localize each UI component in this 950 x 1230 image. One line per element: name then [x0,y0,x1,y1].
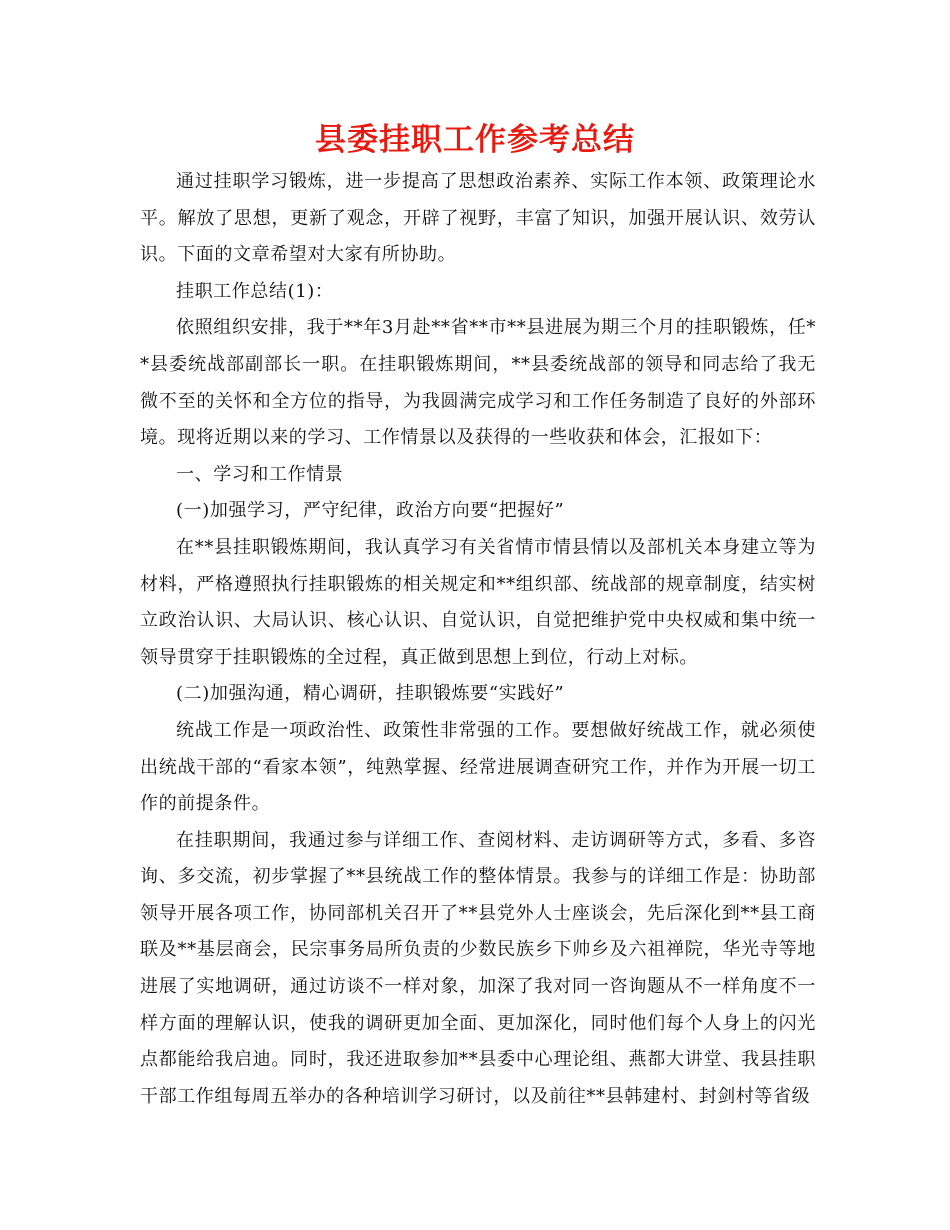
heading-study-work: 一、学习和工作情景 [176,463,344,485]
document-title: 县委挂职工作参考总结 [315,122,635,158]
paragraph-field-research: 在挂职期间，我通过参与详细工作、查阅材料、走访调研等方式，多看、多咨询、多交流，初步掌握了**县统战工作的整体情景。我参与的详细工作是：协助部领导开展各项工作，协同部机关召开了**县党外人士座谈会，先后深化到**县工商联及**基层商会，民宗事务局所负责的少数民族乡下帅乡及六祖禅院，华光寺等地进展了实地调研，通过访谈不一样对象，加深了我对同一咨询题从不一样角度不一样方面的理解认识，使我的调研更加全面、更加深化，同时他们每个人身上的闪光点都能给我启迪。同时，我还进取参加**县委中心理论组、燕都大讲堂、我县挂职干部工作组每周五举办的各种培训学习研讨，以及前往**县韩建村、封剑村等省级 [140,829,816,1107]
subheading-strengthen-study: (一)加强学习，严守纪律，政治方向要“把握好” [176,500,565,522]
paragraph-intro: 通过挂职学习锻炼，进一步提高了思想政治素养、实际工作本领、政策理论水平。解放了思想，更新了观念，开辟了视野，丰富了知识，加强开展认识、效劳认识。下面的文章希望对大家有所协助。 [140,171,816,266]
document-body [140,164,816,1115]
paragraph-section-label: 挂职工作总结(1)： [176,280,334,302]
paragraph-arrangement: 依照组织安排，我于**年3月赴**省**市**县进展为期三个月的挂职锻炼，任**县委统战部副部长一职。在挂职锻炼期间，**县委统战部的领导和同志给了我无微不至的关怀和全方位的指导，为我圆满完成学习和工作任务制造了良好的外部环境。现将近期以来的学习、工作情景以及获得的一些收获和体会，汇报如下： [140,317,816,449]
subheading-communication: (二)加强沟通，精心调研，挂职锻炼要“实践好” [176,683,565,705]
paragraph-united-front: 统战工作是一项政治性、政策性非常强的工作。要想做好统战工作，就必须使出统战干部的“看家本领”，纯熟掌握、经常进展调查研究工作，并作为开展一切工作的前提条件。 [140,719,816,815]
paragraph-study-discipline: 在**县挂职锻炼期间，我认真学习有关省情市情县情以及部机关本身建立等为材料，严格遵照执行挂职锻炼的相关规定和**组织部、统战部的规章制度，结实树立政治认识、大局认识、核心认识、自觉认识，自觉把维护党中央权威和集中统一领导贯穿于挂职锻炼的全过程，真正做到思想上到位，行动上对标。 [140,536,816,668]
